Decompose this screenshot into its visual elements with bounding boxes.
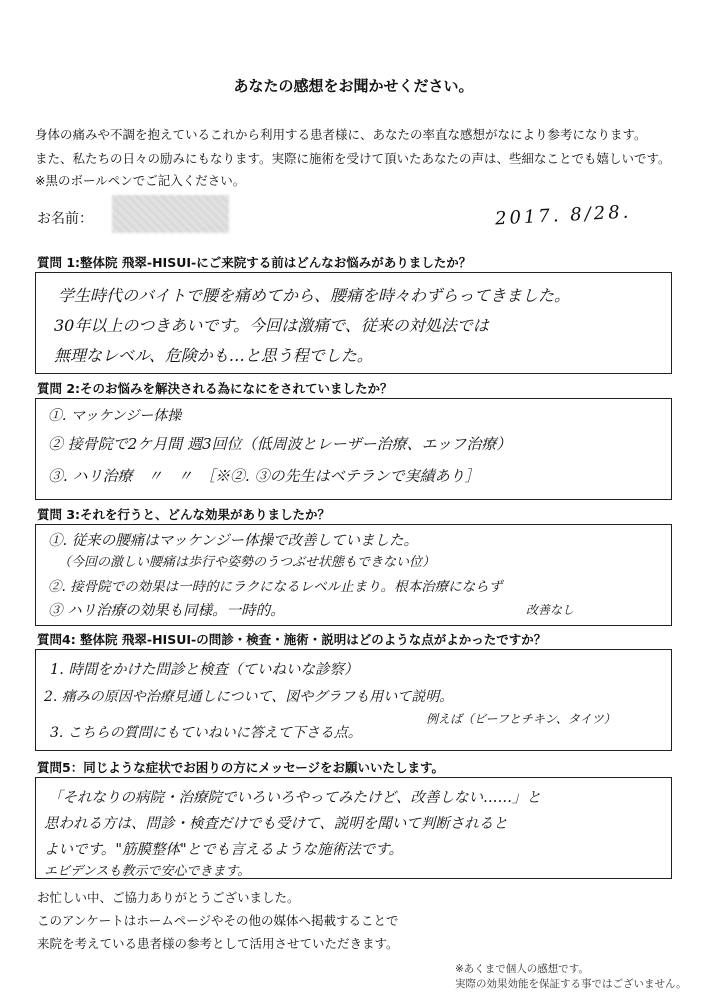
question-2-title: 質問 2:そのお悩みを解決される為になにをされていましたか？	[37, 381, 393, 396]
question-5-title: 質問5：同じような症状でお困りの方にメッセージをお願いいたします。	[37, 760, 444, 775]
q4-answer-line-3: 3. こちらの質問にもていねいに答えて下さる点。	[50, 725, 362, 741]
disclaimer-line-2: 実際の効果効能を保証する事ではございません。	[455, 978, 687, 990]
q4-answer-note: 例えば（ビーフとチキン、タイツ）	[426, 712, 616, 726]
intro-line-1: 身体の痛みや不調を抱えているこれから利用する患者様に、あなたの率直な感想がなにより参考になります。	[35, 127, 647, 142]
footer-line-2: このアンケートはホームページやその他の媒体へ掲載することで	[37, 913, 399, 928]
question-1-title: 質問 1:整体院 飛翠-HISUI-にご来院する前はどんなお悩みがありましたか？	[37, 255, 472, 270]
name-redacted	[112, 195, 229, 233]
footer-line-3: 来院を考えている患者様の参考として活用させていただきます。	[37, 936, 399, 951]
q5-answer-line-4: エビデンスも教示で安心できます。	[44, 864, 251, 879]
q1-answer-line-1: 学生時代のバイトで腰を痛めてから、腰痛を時々わずらってきました。	[58, 286, 571, 305]
q3-answer-line-2: （今回の激しい腰痛は歩行や姿勢のうつぶせ状態もできない位）	[58, 555, 436, 570]
question-3-answer-box	[35, 524, 672, 626]
question-2-answer-box	[35, 398, 672, 500]
question-3-title: 質問 3:それを行うと、どんな効果がありましたか？	[37, 507, 331, 522]
q2-answer-line-2: ② 接骨院で2ケ月間 週3回位（低周波とレーザー治療、エッフ治療）	[48, 435, 512, 453]
q3-answer-line-1: ①. 従来の腰痛はマッケンジー体操で改善していました。	[48, 533, 419, 549]
question-4-answer-box	[35, 649, 672, 751]
question-1-answer-box	[35, 272, 672, 374]
intro-line-2: また、私たちの日々の励みにもなります。実際に施術を受けて頂いたあなたの声は、些細なことでも嬉しいです。	[35, 151, 671, 166]
intro-line-3: ※黒のボールペンでご記入ください。	[35, 173, 246, 188]
q3-answer-note: 改善なし	[526, 603, 575, 617]
footer-line-1: お忙しい中、ご協力ありがとうございました。	[37, 890, 300, 905]
q1-answer-line-3: 無理なレベル、危険かも…と思う程でした。	[54, 346, 373, 365]
page-title: あなたの感想をお聞かせください。	[233, 77, 474, 95]
q4-answer-line-2: 2. 痛みの原因や治療見通しについて、図やグラフも用いて説明。	[44, 689, 454, 705]
question-4-title: 質問4: 整体院 飛翠-HISUI-の問診・検査・施術・説明はどのような点がよかったですか？	[37, 632, 547, 647]
q5-answer-line-2: 思われる方は、問診・検査だけでも受けて、説明を聞いて判断されると	[44, 816, 508, 832]
q5-answer-line-3: よいです。"筋膜整体"とでも言えるような施術法です。	[44, 842, 404, 858]
q4-answer-line-1: 1. 時間をかけた問診と検査（ていねいな診察）	[50, 662, 359, 678]
date-handwritten: 2017. 8/28.	[494, 201, 632, 230]
q2-answer-line-3: ③. ハリ治療 〃 〃 ［※②. ③の先生はベテランで実績あり］	[48, 467, 480, 485]
q3-answer-line-4: ③ ハリ治療の効果も同様。一時的。	[48, 603, 285, 619]
question-5-answer-box	[35, 777, 672, 879]
q2-answer-line-1: ①. マッケンジー体操	[48, 408, 182, 424]
name-label: お名前：	[37, 211, 93, 227]
q5-answer-line-1: 「それなりの病院・治療院でいろいろやってみたけど、改善しない……」と	[48, 790, 541, 806]
disclaimer-line-1: ※あくまで個人の感想です。	[455, 963, 589, 975]
q1-answer-line-2: 30年以上のつきあいです。今回は激痛で、従来の対処法では	[54, 316, 489, 335]
q3-answer-line-3: ②. 接骨院での効果は一時的にラクになるレベル止まり。根本治療にならず	[48, 579, 503, 595]
